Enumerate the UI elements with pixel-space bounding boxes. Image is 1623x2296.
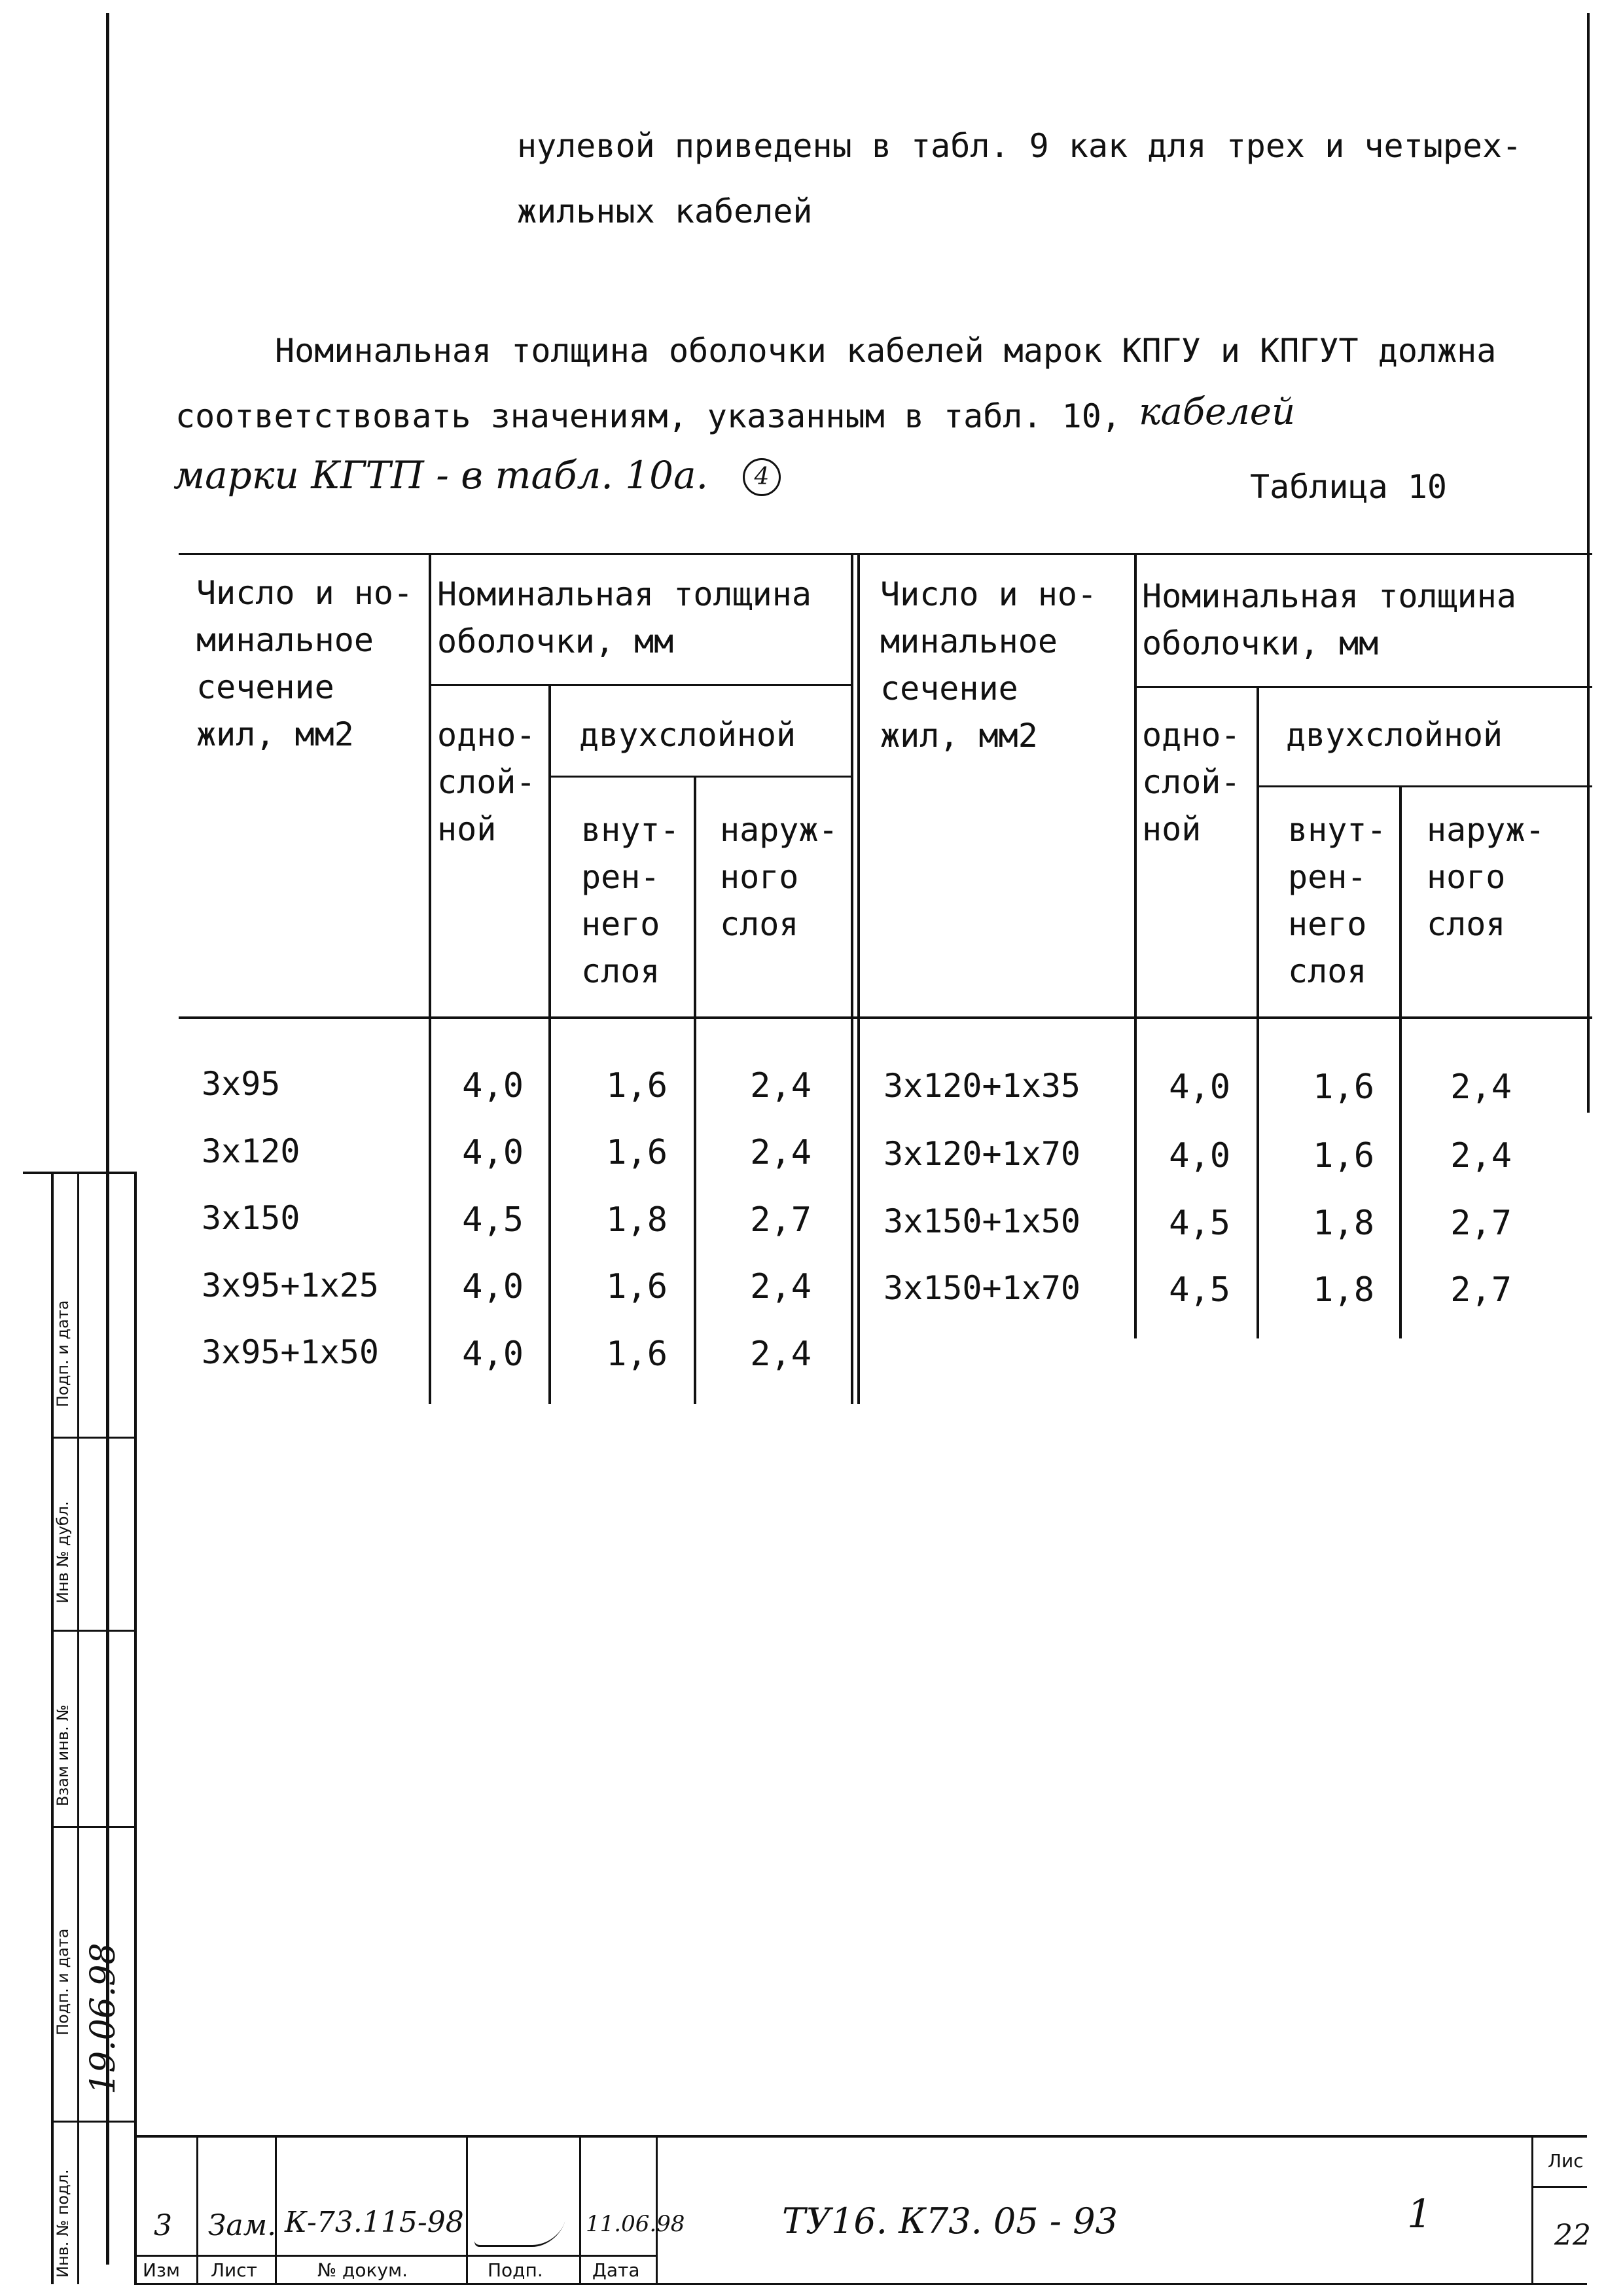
cell-single: 4,5 bbox=[1169, 1270, 1230, 1310]
handwritten-note-2: марки КГТП - в табл. 10а. bbox=[173, 453, 709, 497]
cell-size: 3х95 bbox=[202, 1065, 281, 1103]
cell-size: 3х150+1х70 bbox=[883, 1269, 1081, 1307]
header-size-right: Число и но- минальное сечение жил, мм2 bbox=[880, 575, 1097, 755]
cell-outer: 2,4 bbox=[750, 1267, 812, 1306]
cell-single: 4,0 bbox=[462, 1066, 524, 1105]
stamp-signature bbox=[473, 2212, 567, 2247]
table-caption: Таблица 10 bbox=[1250, 468, 1448, 506]
cell-size: 3х95+1х25 bbox=[202, 1266, 379, 1304]
stamp-top-border bbox=[134, 2135, 1587, 2138]
handwritten-note-1: кабелей bbox=[1139, 391, 1296, 433]
header-inner-left: внут- рен- него слоя bbox=[581, 811, 680, 990]
side-divider bbox=[52, 1630, 134, 1632]
stamp-col bbox=[656, 2135, 658, 2284]
stamp-label-sheet: Лис bbox=[1548, 2150, 1584, 2172]
stamp-label-doc: № докум. bbox=[317, 2259, 408, 2281]
stamp-bottom-line bbox=[134, 2283, 1587, 2285]
header-inner-right: внут- рен- него слоя bbox=[1288, 811, 1387, 990]
cell-size: 3х120 bbox=[202, 1132, 300, 1170]
table-vline-left-1 bbox=[429, 553, 431, 1404]
table-vline-right-2 bbox=[1257, 686, 1259, 1338]
table-vline-left-3 bbox=[694, 776, 696, 1404]
cell-inner: 1,6 bbox=[606, 1133, 668, 1172]
header-single-right: одно- слой- ной bbox=[1142, 716, 1241, 848]
table-center-divider-b bbox=[857, 553, 860, 1404]
side-inner-col bbox=[77, 1172, 79, 2284]
handwritten-circled-mark: 4 bbox=[743, 458, 781, 496]
header-thickness-right: Номинальная толщина оболочки, мм bbox=[1142, 577, 1516, 662]
paragraph-line-1: Номинальная толщина оболочки кабелей марок КПГУ и КПГУТ должна bbox=[275, 332, 1497, 370]
table-vline-right-3 bbox=[1399, 785, 1402, 1338]
stamp-label-list: Лист bbox=[211, 2259, 257, 2281]
header-thickness-left: Номинальная толщина оболочки, мм bbox=[437, 575, 812, 660]
cell-inner: 1,8 bbox=[606, 1200, 668, 1240]
stamp-doc-value: К-73.115-98 bbox=[285, 2206, 464, 2239]
side-label-inv-swap: Взам инв. № bbox=[54, 1704, 72, 1806]
stamp-sheet-line bbox=[1531, 2186, 1587, 2188]
frame-right-border bbox=[1587, 13, 1590, 1113]
cell-outer: 2,7 bbox=[750, 1200, 812, 1240]
stamp-date-value: 11.06.98 bbox=[586, 2211, 685, 2237]
cell-size: 3х95+1х50 bbox=[202, 1333, 379, 1371]
stamp-label-date: Дата bbox=[592, 2259, 640, 2281]
cell-single: 4,5 bbox=[1169, 1204, 1230, 1243]
cell-outer: 2,4 bbox=[750, 1066, 812, 1105]
stamp-list-value: Зам. bbox=[208, 2209, 277, 2242]
table-top-border bbox=[179, 553, 1592, 555]
left-subheader-line-2 bbox=[548, 776, 851, 778]
cell-size: 3х150 bbox=[202, 1199, 300, 1237]
intro-line-2: жильных кабелей bbox=[517, 192, 813, 230]
header-outer-left: наруж- ного слоя bbox=[720, 811, 838, 943]
side-label-sign-date-1: Подп. и дата bbox=[54, 1300, 72, 1407]
side-divider bbox=[52, 2121, 134, 2123]
cell-outer: 2,4 bbox=[1450, 1136, 1512, 1175]
cell-inner: 1,8 bbox=[1313, 1204, 1374, 1243]
table-center-divider-a bbox=[851, 553, 853, 1404]
paragraph-line-2: соответствовать значениям, указанным в табл. 10, bbox=[175, 397, 1121, 435]
cell-size: 3х150+1х50 bbox=[883, 1202, 1081, 1240]
cell-single: 4,0 bbox=[462, 1335, 524, 1374]
stamp-label-sign: Подп. bbox=[488, 2259, 543, 2281]
cell-inner: 1,6 bbox=[1313, 1136, 1374, 1175]
cell-outer: 2,4 bbox=[750, 1133, 812, 1172]
cell-inner: 1,6 bbox=[606, 1335, 668, 1374]
stamp-col bbox=[1531, 2135, 1533, 2284]
cell-outer: 2,4 bbox=[750, 1335, 812, 1374]
cell-size: 3х120+1х35 bbox=[883, 1067, 1081, 1105]
cell-outer: 2,4 bbox=[1450, 1067, 1512, 1107]
stamp-col bbox=[579, 2135, 581, 2284]
frame-left-border bbox=[106, 13, 109, 2265]
document-code: ТУ16. К73. 05 - 93 bbox=[782, 2200, 1118, 2242]
header-double-right: двухслойной bbox=[1286, 716, 1503, 754]
page-mark: 1 bbox=[1407, 2191, 1433, 2237]
header-single-left: одно- слой- ной bbox=[437, 716, 536, 848]
sheet-number: 22 bbox=[1554, 2219, 1591, 2252]
cell-outer: 2,7 bbox=[1450, 1204, 1512, 1243]
cell-inner: 1,8 bbox=[1313, 1270, 1374, 1310]
cell-size: 3х120+1х70 bbox=[883, 1135, 1081, 1173]
stamp-label-izm: Изм bbox=[143, 2259, 180, 2281]
cell-inner: 1,6 bbox=[1313, 1067, 1374, 1107]
side-label-dup-inv: Инв № дубл. bbox=[54, 1501, 72, 1604]
side-label-inv-orig: Инв. № подл. bbox=[54, 2169, 72, 2278]
cell-single: 4,0 bbox=[1169, 1067, 1230, 1107]
side-handwritten-sign: 19.06.98 bbox=[84, 1943, 123, 2094]
left-subheader-line-1 bbox=[429, 684, 851, 686]
cell-inner: 1,6 bbox=[606, 1066, 668, 1105]
cell-single: 4,0 bbox=[462, 1133, 524, 1172]
right-subheader-line-1 bbox=[1134, 686, 1592, 688]
cell-single: 4,5 bbox=[462, 1200, 524, 1240]
side-divider bbox=[52, 1437, 134, 1439]
side-divider bbox=[52, 1826, 134, 1828]
side-label-sign-date-2: Подп. и дата bbox=[54, 1928, 72, 2036]
cell-single: 4,0 bbox=[462, 1267, 524, 1306]
table-vline-left-2 bbox=[548, 684, 551, 1404]
header-bottom-border bbox=[179, 1016, 1592, 1019]
stamp-izm-value: 3 bbox=[154, 2209, 172, 2242]
cell-inner: 1,6 bbox=[606, 1267, 668, 1306]
header-size-left: Число и но- минальное сечение жил, мм2 bbox=[196, 574, 414, 753]
stamp-col bbox=[196, 2135, 198, 2284]
stamp-col bbox=[466, 2135, 468, 2284]
cell-single: 4,0 bbox=[1169, 1136, 1230, 1175]
cell-outer: 2,7 bbox=[1450, 1270, 1512, 1310]
header-outer-right: наруж- ного слоя bbox=[1427, 811, 1545, 943]
table-vline-right-1 bbox=[1134, 553, 1137, 1338]
right-subheader-line-2 bbox=[1257, 785, 1592, 787]
sidebar-inner-border bbox=[134, 1172, 137, 2284]
header-double-left: двухслойной bbox=[579, 716, 796, 754]
intro-line-1: нулевой приведены в табл. 9 как для трех и четырех- bbox=[517, 127, 1522, 165]
